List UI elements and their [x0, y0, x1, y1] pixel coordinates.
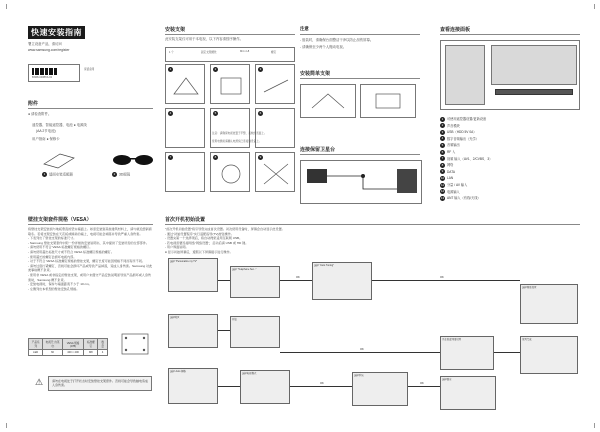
ok-label: OK	[440, 276, 444, 279]
crop-mark	[594, 423, 595, 428]
notice-line: - 组装时，请确保台面整洁干净以防止刮伤屏幕。	[300, 38, 374, 42]
rear-panel-image	[440, 40, 580, 110]
accessories-title: 附件	[28, 101, 39, 107]
stand-sketch	[366, 90, 410, 114]
step-note: 注意：请确保电视放置于平整、柔软的表面上。	[212, 132, 267, 135]
flow-arrow	[494, 352, 520, 353]
divider	[28, 108, 153, 109]
divider	[300, 154, 420, 155]
setup-screen: 开始	[230, 316, 280, 348]
flow-arrow	[290, 386, 352, 387]
stand-sketch	[215, 72, 247, 100]
setup-screen: 正在检查网络设置	[440, 336, 494, 370]
step-image: 2	[210, 64, 250, 104]
divider	[165, 224, 580, 225]
connect-title: 连接保留卫星台	[300, 147, 336, 153]
rear-panel-title: 查看连接面板	[440, 27, 471, 33]
rear-port-item: 10 LAN	[440, 176, 454, 181]
step-image: 4	[165, 108, 205, 148]
table-row: LED 60 400 × 400 M8 4	[29, 350, 108, 356]
warning-box: ⚠ 请勿在电视处于打开状态时安装壁挂支架套件。否则可能会导致触电造成人身伤害。	[48, 376, 152, 391]
setup-screen: 选择网络设置	[520, 284, 578, 324]
simple-stand-title: 安装简单支架	[300, 71, 331, 77]
setup-screen: 选择 Auto 调整	[168, 368, 218, 404]
crop-mark	[594, 4, 595, 9]
guide-title: 快速安装指南	[28, 26, 85, 39]
vesa-paragraph: 将壁挂支架安装到与地板垂直的坚实墙面上。如需安装到其他建筑材料上，请与就近经销商联系。若将支架安装在天花板或倾斜的墙上，电视可能会掉落并导致严重人身伤害。 - 下表列出了壁挂支架的标准尺寸。 - Samsung 壁挂支架套件中附一份详细的安装说明书，其中提供了安装所需的全部部件。 - 请勿使用不符合 VESA 标准螺钉规格的螺钉。 - 请勿使用超出标准尺寸或不符合 VESA 标准螺钉规格的螺钉。 - 使用超长的螺钉会损坏电视内部。 - 对于不符合 VESA 标准螺钉规格的壁挂支架，螺钉长度可能因规格不同而有所不同。 - 请勿过度拧紧螺钉，否则可能会损坏产品或导致产品掉落，造成人身伤害。Samsung 对此类事故概不负责。 - 使用非 VESA 或非指定的壁挂支架，或用户未遵守产品安装说明而导致产品损坏或人身伤害时，Samsung 概不负责。 - 安装电视时，保持与墙面距离不少于 10 cm。 - 左侧列出本机型的壁挂安装孔规格。	[28, 227, 153, 291]
rear-port-item: 8 网络	[441, 162, 454, 168]
wall-adapter-icon	[40, 148, 80, 170]
barcode	[32, 68, 57, 75]
accessories-intro: ● 请检查附件。	[28, 112, 52, 116]
notice-title: 注意	[300, 26, 309, 31]
ok-label: OK	[320, 382, 324, 385]
rear-port-item: 13 ANT 输入（有线/天线）	[440, 195, 481, 201]
divider	[165, 34, 295, 35]
setup-screen: 选择国家	[440, 376, 496, 410]
rear-port-item: 4 数字音频输出（光学）	[441, 136, 479, 141]
flow-arrow	[218, 280, 230, 281]
accessory-item: 遥控器、智能遥控器，电池 ● 电源线	[32, 123, 87, 127]
table-header-row: 产品系列 电视尺寸(英寸) VESA 规格(A*B) 标准螺钉 数量	[29, 339, 108, 350]
rear-port-item: 3 USB（HDD 5V 0A）	[441, 129, 477, 135]
step-image: 6	[255, 108, 295, 148]
ok-label: OK	[360, 348, 364, 351]
rear-port-list	[440, 116, 492, 202]
divider	[300, 34, 420, 35]
setup-screen: 选择 "Personalize my TV"	[168, 258, 218, 292]
divider	[440, 34, 580, 35]
setup-screen: 选择 "Telephone Set..."	[230, 266, 280, 298]
register-website[interactable]: www.samsung.com/register	[28, 48, 70, 52]
stand-sketch	[260, 160, 292, 188]
stand-sketch	[170, 72, 202, 100]
code-tag: 保留备用	[84, 68, 95, 71]
setup-paragraph: "首次开机初始设置"将引导您完成首次设置。初次使用设备时，屏幕会自动显示此设置。 - 通过"初始设置程序"实行适配指导(TV)按钮操作。 - 设置完第一个选择项后，将自动搜索适用互联网 USB。 - 若电视需要连接网络"网络设置"，启动后请 USB 或 HD 键。 - 用户界面说明。 ● 显示初始屏幕后，遵照以下屏幕提示进行操作。	[165, 227, 285, 254]
rear-port-item: 11 分量 / AV 输入	[440, 182, 468, 187]
flow-arrow	[280, 352, 440, 353]
3d-glasses-icon	[110, 148, 158, 170]
rear-port-item: 2 声音模块	[441, 123, 460, 128]
flow-arrow	[372, 280, 520, 281]
step-image: 8	[210, 152, 250, 192]
stand-sketch	[260, 72, 292, 100]
vesa-table	[28, 338, 108, 356]
vesa-title: 壁挂支架套件规格（VESA）	[28, 217, 92, 223]
step-image: 3	[255, 64, 295, 104]
stand-sketch	[215, 160, 247, 188]
parts-strip: 1 个 固定支架螺丝 M4 x L8 螺钉	[165, 47, 295, 62]
flow-arrow	[218, 330, 230, 331]
setup-screen: 选择区域	[352, 372, 408, 406]
connection-sketch	[303, 163, 421, 203]
crop-mark	[6, 423, 7, 428]
crop-mark	[6, 4, 7, 9]
step-image: 9	[255, 152, 295, 192]
step-image: 7	[165, 152, 205, 192]
connection-diagram	[300, 160, 422, 204]
setup-screen: 选择时区	[168, 314, 218, 348]
step-image: 1	[165, 64, 205, 104]
rear-port-item: 7 视频 输入（AV1、2/CVBS、3）	[441, 156, 493, 161]
setup-screen: 设置完成	[520, 336, 578, 374]
setup-screen: 选择 "Auto Tuning"	[312, 262, 372, 300]
stand-sketch	[306, 90, 350, 114]
install-desc: 此安装支架仅可用于本电视，以下内容请按序操作。	[165, 37, 243, 41]
divider	[28, 224, 153, 225]
flow-arrow	[218, 386, 240, 387]
flow-arrow	[408, 386, 440, 387]
barcode-label: BN68-04886S-02	[32, 76, 53, 79]
rear-port-item: 1 可使用遥控器设置/更新设备	[441, 116, 487, 121]
flow-arrow	[280, 280, 312, 281]
accessory-item: (AA 2节电池)	[36, 129, 56, 133]
rear-port-item: 5 音频输出	[441, 143, 460, 148]
vesa-diagram	[118, 330, 154, 360]
barcode-box	[28, 64, 80, 82]
accessory-label: 1 墙面安装适配器	[43, 172, 73, 177]
rear-port-item: 12 电源输入	[440, 189, 460, 194]
accessory-item: 用户指南 ● 保修卡	[32, 137, 60, 141]
install-title: 安装支架	[165, 27, 186, 33]
step-note: 使用电源前请确认电源线已连接到设备上。	[212, 140, 262, 143]
register-text: 署立设备产品，请访问	[28, 42, 62, 46]
ok-label: OK	[296, 276, 300, 279]
accessory-label: 2 3D眼镜	[113, 172, 131, 177]
setup-screen: 选择电视模式	[240, 370, 290, 404]
ok-label: OK	[420, 382, 424, 385]
rear-port-item: 6 RF 入	[441, 149, 456, 154]
warning-icon: ⚠	[35, 377, 44, 387]
notice-line: - 请确保至少两个人搬动电视。	[300, 45, 347, 49]
rear-port-item: 9 DATA	[441, 169, 456, 174]
divider	[300, 78, 420, 79]
step-image: 5	[210, 108, 250, 148]
setup-title: 首次开机初始设置	[165, 217, 206, 223]
